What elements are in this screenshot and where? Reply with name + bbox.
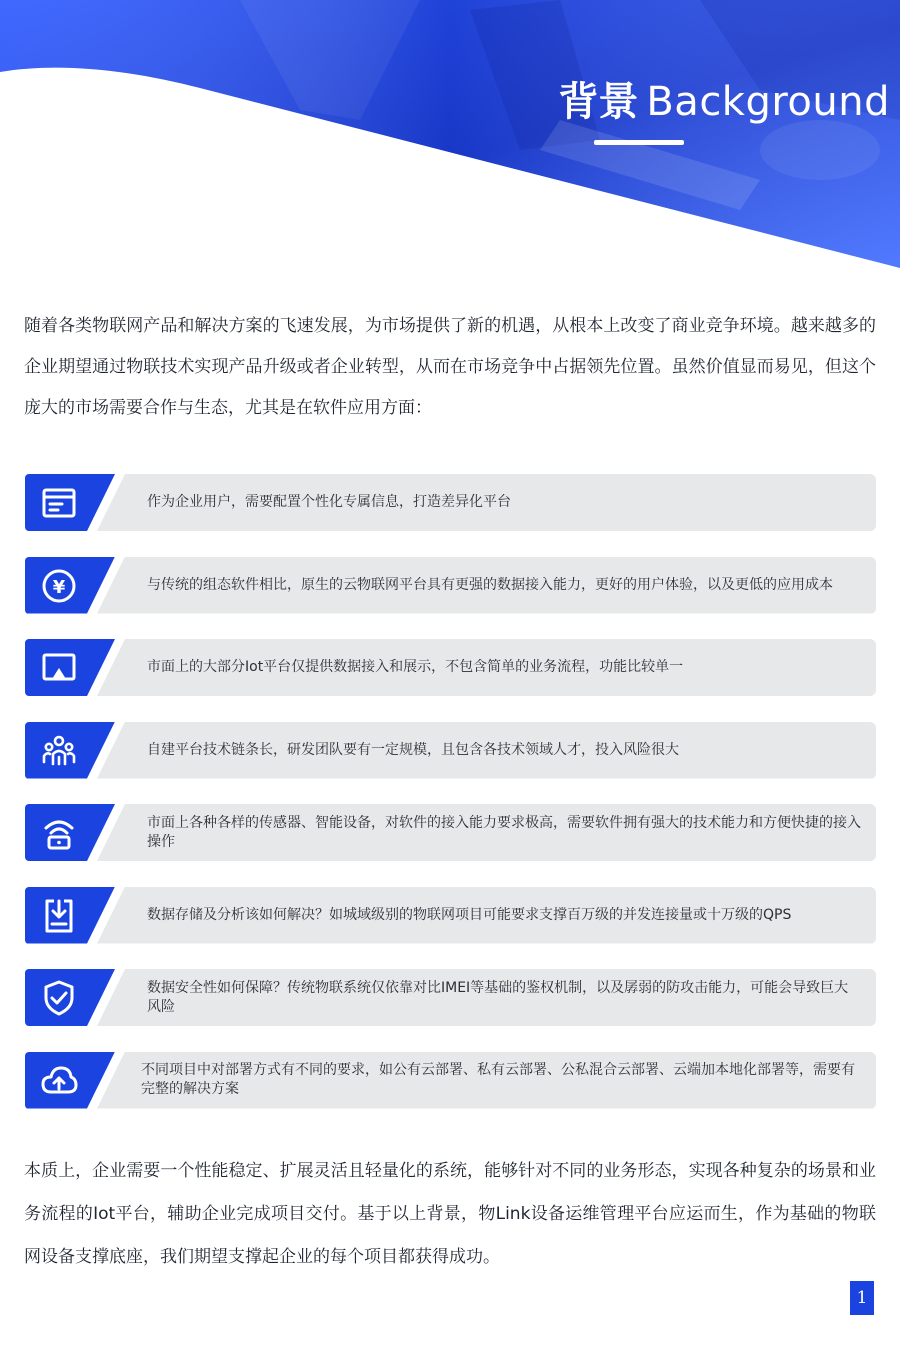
yen-coin-icon <box>40 567 78 605</box>
list-item-text: 市面上各种各样的传感器、智能设备，对软件的接入能力要求极高，需要软件拥有强大的技术能力和方便快捷的接入操作 <box>147 814 861 850</box>
list-item <box>25 804 876 861</box>
cloud-upload-icon <box>40 1062 78 1100</box>
screen-cast-icon <box>40 649 78 687</box>
hero-background <box>0 0 900 280</box>
storage-download-icon <box>40 897 78 935</box>
browser-window-icon <box>40 484 78 522</box>
challenge-list <box>25 474 876 1134</box>
hero-banner <box>0 0 900 280</box>
page-title-cn: 背景 <box>558 79 639 125</box>
list-item-text: 数据安全性如何保障？传统物联系统仅依靠对比IMEI等基础的鉴权机制，以及孱弱的防攻击能力，可能会导致巨大风险 <box>147 979 849 1015</box>
wireless-device-icon <box>40 814 78 852</box>
list-item-text: 自建平台技术链条长，研发团队要有一定规模，且包含各技术领域人才，投入风险很大 <box>147 741 679 758</box>
svg-text:¥: ¥ <box>52 576 66 598</box>
team-icon <box>40 732 78 770</box>
list-item <box>25 969 876 1026</box>
page-title <box>558 78 890 126</box>
list-item <box>25 722 876 779</box>
list-item-text: 市面上的大部分Iot平台仅提供数据接入和展示，不包含简单的业务流程，功能比较单一 <box>147 659 684 675</box>
list-item-text: 与传统的组态软件相比，原生的云物联网平台具有更强的数据接入能力，更好的用户体验，以及更低的应用成本 <box>147 576 833 593</box>
list-item-text: 数据存储及分析该如何解决？如城域级别的物联网项目可能要求支撑百万级的并发连接量或十万级的QPS <box>147 906 792 923</box>
page-number: 1 <box>850 1281 874 1315</box>
intro-paragraph: 随着各类物联网产品和解决方案的飞速发展，为市场提供了新的机遇，从根本上改变了商业竞争环境。越来越多的企业期望通过物联技术实现产品升级或者企业转型，从而在市场竞争中占据领先位置。虽然价值显而易见，但这个庞大的市场需要合作与生态，尤其是在软件应用方面： <box>24 316 876 418</box>
list-item <box>25 474 876 531</box>
list-item-text: 作为企业用户，需要配置个性化专属信息，打造差异化平台 <box>147 494 511 510</box>
list-item <box>25 557 876 614</box>
list-item <box>25 887 876 944</box>
list-item-text: 不同项目中对部署方式有不同的要求，如公有云部署、私有云部署、公私混合云部署、云端加本地化部署等，需要有完整的解决方案 <box>141 1062 855 1097</box>
title-underline <box>594 140 684 145</box>
list-item <box>25 1052 876 1109</box>
shield-check-icon <box>40 979 78 1017</box>
page-title-en: Background <box>646 79 890 125</box>
conclusion-paragraph: 本质上，企业需要一个性能稳定、扩展灵活且轻量化的系统，能够针对不同的业务形态，实现各种复杂的场景和业务流程的Iot平台，辅助企业完成项目交付。基于以上背景，物Link设备运维管理平台应运而生，作为基础的物联网设备支撑底座，我们期望支撑起企业的每个项目都获得成功。 <box>24 1161 876 1267</box>
list-item <box>25 639 876 696</box>
